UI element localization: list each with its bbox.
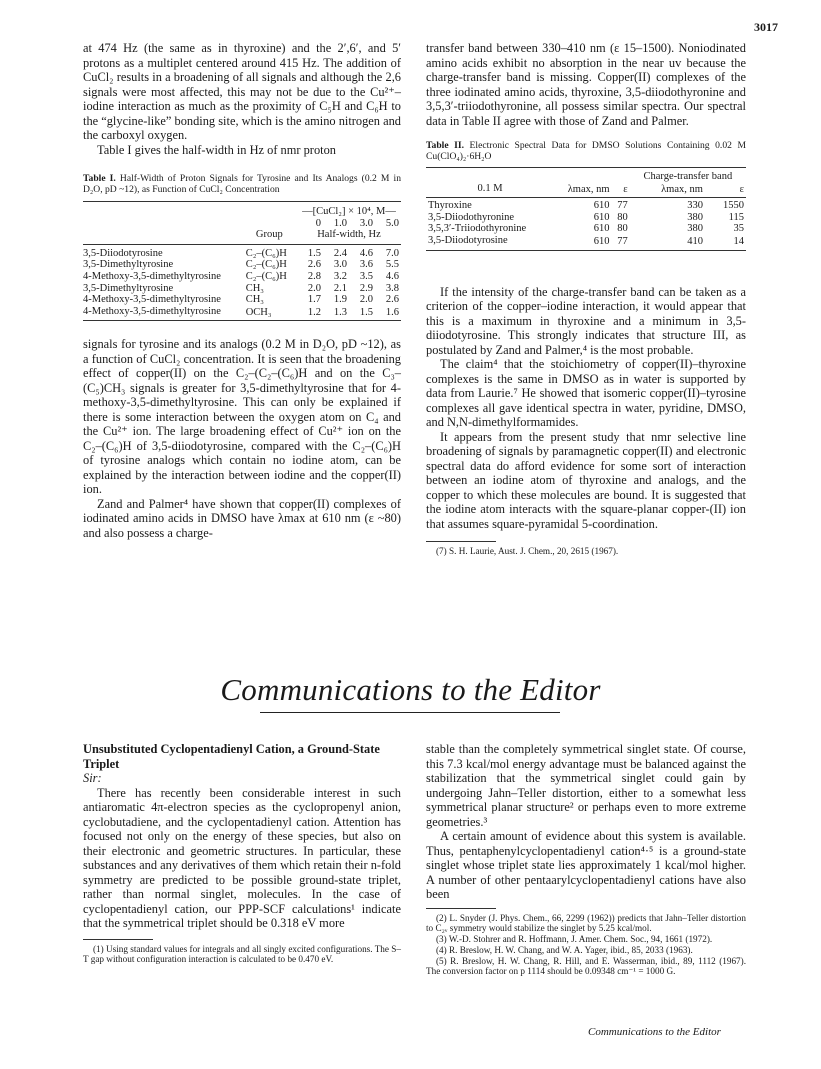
table-cell: 1.9	[333, 294, 347, 306]
table-row	[426, 235, 746, 250]
table-cell: 3.6	[359, 259, 373, 271]
paragraph: There has recently been considerable interest in such antiaromatic 4π-electron species as the cyclopropenyl anion, cyclobutadiene, and the cyclopentadienyl cation. Attention has focused not only on the energy of these species, but also on their electronic and geometric structures. In particular, these substances and any derivatives of them which retain their n-fold symmetry are predicted to be possible ground-state triplet, rather than normal singlet, molecules. In the case of cyclopentadienyl cation, our PPP-SCF calculations¹ indicate that the symmetrical triplet should be 0.318 eV more	[83, 785, 401, 930]
table-2-header-ct-eps: ε	[739, 184, 744, 196]
footnote: (3) W.-D. Stohrer and R. Hoffmann, J. Amer. Chem. Soc., 94, 1661 (1972).	[436, 934, 713, 945]
table-cell: 3.5	[359, 270, 373, 282]
table-cell: 1.5	[307, 247, 321, 259]
table-1-conc-value: 0	[315, 217, 321, 229]
table-cell: 3,5-Diiodotyrosine	[428, 234, 508, 246]
table-cell: 7.0	[385, 247, 399, 259]
table-1-conc-value: 1.0	[333, 217, 347, 229]
paragraph: If the intensity of the charge-transfer band can be taken as a criterion of the copper–iodine interaction, it would appear that this is a maximum in thyroxine and a minimum in 3,5-diiodotyrosine. This strongly indicates that structure III, as postulated by Zand and Palmer,⁴ is the most probable.	[426, 284, 746, 357]
footnote: (7) S. H. Laurie, Aust. J. Chem., 20, 2615 (1967).	[436, 546, 619, 557]
table-2	[426, 140, 746, 251]
table-1-caption-text: Half-Width of Proton Signals for Tyrosine and Its Analogs (0.2 M in D₂O, pD ~12), as Function of CuCl₂ Concentration	[83, 173, 401, 195]
paragraph: The claim⁴ that the stoichiometry of copper(II)–thyroxine complexes is the same in DMSO as in water is supported by data from Laurie.⁷ He showed that isomeric copper(II)–tyrosine complexes all gave identical spectra in water, pyridine, DMSO, and N,N-dimethylformamides.	[426, 357, 746, 430]
table-cell: 35	[733, 223, 744, 235]
footnote: (1) Using standard values for integrals and all singly excited configurations. The S–T gap without configuration interaction is calculated to be 0.470 eV.	[83, 943, 401, 965]
footnote-rule	[426, 541, 496, 542]
paragraph: It appears from the present study that nmr selective line broadening of signals by paramagnetic copper(II) and electronic spectral data do afford evidence for some sort of interaction between an iodine atom of thyroxine and analogs, and the copper to which these molecules are bound. It is suggested that the iodine atom interacts with the square-planar copper-(II) ion that assumes square-pyramidal 5-coordination.	[426, 429, 746, 531]
table-cell: 4.6	[385, 270, 399, 282]
table-cell: 1.6	[385, 307, 399, 319]
section-heading: Communications to the Editor	[220, 672, 601, 707]
table-cell: 3.8	[385, 282, 399, 294]
table-cell: 610	[593, 223, 610, 235]
table-cell: 14	[733, 236, 744, 248]
table-row	[83, 271, 401, 283]
salutation: Sir:	[83, 771, 102, 785]
table-cell: CH₃	[245, 294, 264, 306]
table-row	[426, 223, 746, 235]
footnotes	[83, 939, 401, 966]
table-1-header-group: Group	[255, 229, 283, 241]
table-2-header-eps: ε	[623, 184, 628, 196]
table-cell: 3,5-Diiodothyronine	[428, 211, 515, 223]
table-cell: 1.5	[359, 307, 373, 319]
paragraph: at 474 Hz (the same as in thyroxine) and the 2′,6′, and 5′ protons as a multiplet centered around 415 Hz. The addition of CuCl₂ results in a broadening of all signals and although the 2,6 signals were most affected, this may not be due to the Cu²⁺–iodine interaction as much as the proximity of C₅H and C₆H to the “glycine-like” bonding site, which is the amino nitrogen and the carboxyl oxygen.	[83, 41, 401, 142]
table-cell: 80	[617, 223, 628, 235]
table-cell: 2.0	[307, 282, 321, 294]
table-1-caption	[83, 173, 401, 195]
table-cell: 2.0	[359, 294, 373, 306]
table-cell: 1.7	[307, 294, 321, 306]
table-2-header-lmax: λmax, nm	[567, 184, 610, 196]
table-cell: 77	[617, 200, 628, 212]
table-cell: 3,5-Dimethyltyrosine	[83, 259, 174, 271]
paragraph: signals for tyrosine and its analogs (0.2 M in D₂O, pD ~12), as a function of CuCl₂ concentration. It is seen that the broadening effect of copper(II) on the C₂–(C₂–(C₆)H and on the C₃–(C₅)CH₃ signals is greater for 3,5-dimethyltyrosine that for 4-methoxy-3,5-dimethyltyrosine. This can only be explained if there is some interaction between the oxygen atom on C₄ and the Cu²⁺ ion. The large broadening effect of Cu²⁺ ion on the C₂–(C₆)H of 3,5-diiodotyrosine, compared with the C₂–(C₆)H of tyrosine analogs which contain no iodine atom, can be explained by the interaction between iodine and the copper(II) ion.	[83, 337, 401, 497]
left-top-column	[83, 41, 401, 540]
table-cell: C₂–(C₆)H	[245, 259, 287, 271]
table-cell: 2.4	[333, 247, 347, 259]
table-1	[83, 173, 401, 321]
table-cell: Thyroxine	[428, 200, 472, 212]
table-1-grid	[83, 201, 401, 321]
table-cell: 4-Methoxy-3,5-dimethyltyrosine	[83, 270, 221, 282]
table-1-conc-value: 3.0	[359, 217, 373, 229]
table-cell: 4-Methoxy-3,5-dimethyltyrosine	[83, 305, 221, 317]
table-2-caption-label: Table II.	[426, 140, 464, 151]
table-cell: 380	[687, 223, 703, 235]
table-cell: 3,5,3′-Triiodothyronine	[428, 223, 527, 235]
table-cell: 610	[593, 200, 610, 212]
table-cell: 4.6	[359, 247, 373, 259]
table-cell: 1.2	[307, 307, 321, 319]
paragraph: transfer band between 330–410 nm (ε 15–1500). Noniodinated amino acids exhibit no absorption in the near uv because the charge-transfer band is missing. Copper(II) complexes of the three iodinated amino acids, thyroxine, 3,5-diiodothyronine and 3,5,3′-triiodothyronine, all possess similar spectra. Our spectral data in Table II agree with those of Zand and Palmer.	[426, 41, 746, 128]
table-cell: OCH₃	[245, 307, 272, 319]
table-cell: 2.1	[333, 282, 347, 294]
page-number: 3017	[754, 20, 778, 34]
footnote-rule	[83, 939, 153, 940]
table-cell: 2.6	[385, 294, 399, 306]
table-cell: 5.5	[385, 259, 399, 271]
table-2-header-ct-lmax: λmax, nm	[661, 184, 703, 196]
table-cell: CH₃	[245, 282, 264, 294]
footnotes	[426, 541, 746, 557]
table-cell: 1.3	[333, 307, 347, 319]
table-cell: 2.6	[307, 259, 321, 271]
table-cell: 330	[687, 200, 703, 212]
table-2-header-ct: Charge-transfer band	[643, 171, 733, 182]
table-2-caption	[426, 140, 746, 162]
table-cell: 77	[617, 236, 628, 248]
footnotes	[426, 908, 746, 978]
table-cell: C₂–(C₆)H	[245, 270, 287, 282]
table-2-grid	[426, 167, 746, 251]
table-row	[83, 283, 401, 295]
running-footer: Communications to the Editor	[588, 1026, 721, 1038]
table-cell: 2.8	[307, 270, 321, 282]
table-cell: C₂–(C₆)H	[245, 247, 287, 259]
table-1-header-halfwidth: Half-width, Hz	[317, 229, 381, 241]
table-cell: 115	[728, 211, 744, 223]
table-cell: 3,5-Diiodotyrosine	[83, 247, 163, 259]
article-right-column	[426, 742, 746, 977]
footnote-rule	[426, 908, 496, 909]
table-cell: 410	[687, 236, 703, 248]
table-1-header-conc: —[CuCl₂] × 10⁴, M—	[302, 206, 396, 217]
right-top-column	[426, 41, 746, 557]
table-2-caption-text: Electronic Spectral Data for DMSO Solutions Containing 0.02 M Cu(ClO₄)₂·6H₂O	[426, 140, 746, 162]
section-rule	[260, 712, 560, 713]
table-row	[426, 212, 746, 224]
table-cell: 3,5-Dimethyltyrosine	[83, 282, 174, 294]
table-1-caption-label: Table I.	[83, 173, 116, 184]
article-title: Unsubstituted Cyclopentadienyl Cation, a Ground-State Triplet	[83, 742, 380, 771]
table-row	[426, 200, 746, 212]
footnote: (5) R. Breslow, H. W. Chang, R. Hill, and E. Wasserman, ibid., 89, 1112 (1967). The conversion factor on p 1114 should be 0.09348 cm⁻¹ = 1000 G.	[426, 955, 746, 977]
table-cell: 80	[617, 211, 628, 223]
table-cell: 610	[593, 211, 610, 223]
table-cell: 1550	[723, 200, 744, 212]
paragraph: A certain amount of evidence about this system is available. Thus, pentaphenylcyclopentadienyl cation⁴·⁵ is a ground-state singlet whose triplet state lies approximately 1 kcal/mol higher. A number of other pentaarylcyclopentadienyl cations have also been	[426, 829, 746, 901]
footnote: (2) L. Snyder (J. Phys. Chem., 66, 2299 (1962)) predicts that Jahn–Teller distortion to C₂ᵥ symmetry would stabilize the singlet by 5.25 kcal/mol.	[426, 912, 746, 934]
table-cell: 610	[593, 236, 610, 248]
table-row	[83, 294, 401, 306]
table-row	[83, 259, 401, 271]
footnote: (4) R. Breslow, H. W. Chang, and W. A. Yager, ibid., 85, 2033 (1963).	[436, 944, 693, 955]
table-cell: 2.9	[359, 282, 373, 294]
table-cell: 380	[687, 211, 703, 223]
article-left-column	[83, 742, 401, 965]
table-cell: 3.0	[333, 259, 347, 271]
table-1-conc-value: 5.0	[385, 217, 399, 229]
paragraph: stable than the completely symmetrical singlet state. Of course, this 7.3 kcal/mol energy advantage must be balanced against the stabilization that the symmetrical singlet could gain by undergoing Jahn–Teller distortion, either to a somewhat less symmetrical planar structure² or perhaps even to more extreme geometries.³	[426, 742, 746, 829]
table-row	[83, 306, 401, 321]
table-cell: 3.2	[333, 270, 347, 282]
table-row	[83, 248, 401, 260]
paragraph: Zand and Palmer⁴ have shown that copper(II) complexes of iodinated amino acids in DMSO have λmax at 610 nm (ε ~80) and also possess a charge-	[83, 496, 401, 540]
table-2-header-sample: 0.1 M	[477, 182, 503, 194]
table-cell: 4-Methoxy-3,5-dimethyltyrosine	[83, 294, 221, 306]
paragraph: Table I gives the half-width in Hz of nmr proton	[97, 142, 336, 157]
